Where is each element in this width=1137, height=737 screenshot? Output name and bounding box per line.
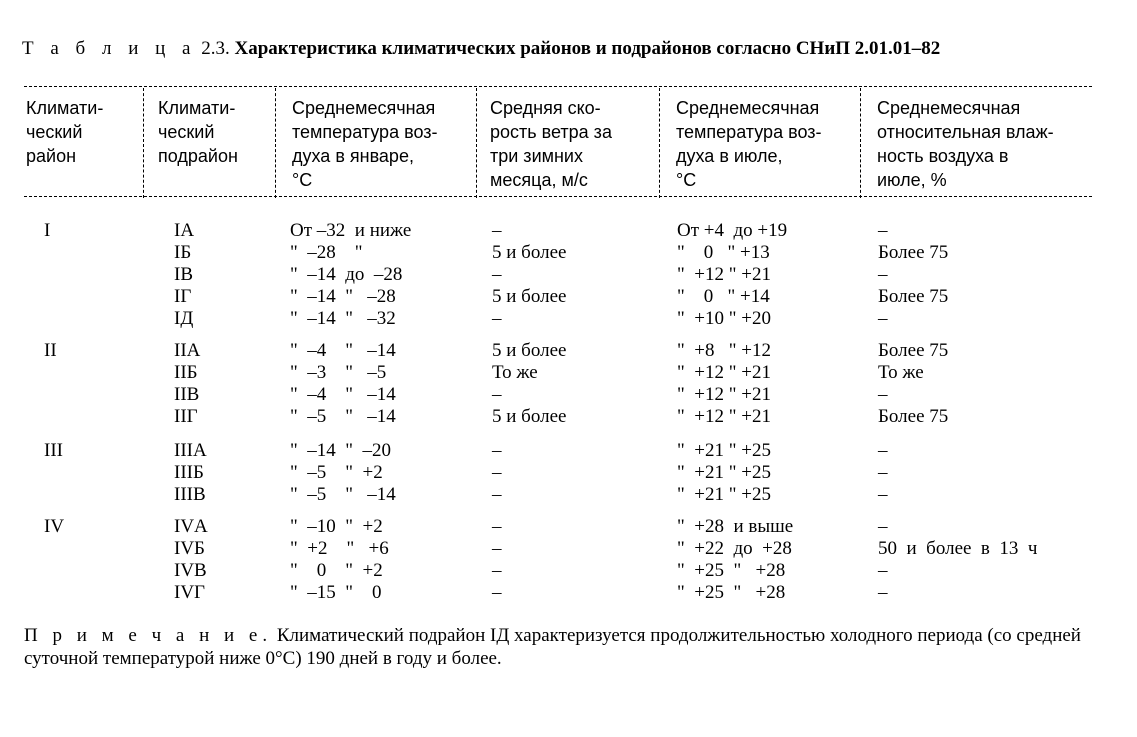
table-note [24, 624, 1094, 670]
subregion-cell: IIIБ [174, 462, 204, 483]
january-temp-cell: " –14 " –28 [290, 286, 396, 307]
july-temp-cell: " +28 и выше [677, 516, 794, 537]
header-july-temp: Среднемесячная температура воз- духа в июле, °С [676, 98, 822, 190]
subregion-cell: IГ [174, 286, 192, 307]
wind-speed-cell: – [492, 462, 502, 483]
january-temp-cell: " –5 " –14 [290, 484, 396, 505]
july-temp-cell: " +25 " +28 [677, 560, 786, 581]
humidity-cell: – [878, 440, 888, 461]
table-number: 2.3. [201, 38, 230, 59]
header-january-temp: Среднемесячная температура воз- духа в январе, °С [292, 98, 438, 190]
subregion-cell: IIГ [174, 406, 198, 427]
january-temp-cell: " –14 до –28 [290, 264, 403, 285]
january-temp-cell: " –15 " 0 [290, 582, 382, 603]
january-temp-cell: " –5 " +2 [290, 462, 383, 483]
january-temp-cell: " –4 " –14 [290, 340, 396, 361]
january-temp-cell: " 0 " +2 [290, 560, 383, 581]
wind-speed-cell: 5 и более [492, 406, 567, 427]
subregion-cell: IVБ [174, 538, 205, 559]
subregion-cell: IIВ [174, 384, 200, 405]
january-temp-cell: " +2 " +6 [290, 538, 389, 559]
january-temp-cell: " –28 " [290, 242, 363, 263]
region-cell: II [44, 340, 57, 361]
humidity-cell: Более 75 [878, 286, 949, 307]
column-divider [275, 88, 276, 198]
january-temp-cell: " –14 " –32 [290, 308, 396, 329]
wind-speed-cell: – [492, 308, 502, 329]
table-label: Т а б л и ц а [22, 38, 197, 59]
july-temp-cell: " 0 " +14 [677, 286, 770, 307]
region-cell: IV [44, 516, 65, 537]
july-temp-cell: " +10 " +20 [677, 308, 771, 329]
column-divider [659, 88, 660, 198]
july-temp-cell: От +4 до +19 [677, 220, 788, 241]
subregion-cell: IВ [174, 264, 193, 285]
july-temp-cell: " +12 " +21 [677, 362, 771, 383]
region-cell: I [44, 220, 51, 241]
humidity-cell: – [878, 484, 888, 505]
header-wind-speed: Средняя ско- рость ветра за три зимних месяца, м/с [490, 98, 612, 190]
wind-speed-cell: – [492, 220, 502, 241]
subregion-cell: IIБ [174, 362, 198, 383]
header-humidity: Среднемесячная относительная влаж- ность воздуха в июле, % [877, 98, 1054, 190]
header-subregion: Климати- ческий подрайон [158, 98, 238, 166]
wind-speed-cell: – [492, 516, 502, 537]
header-region: Климати- ческий район [26, 98, 104, 166]
humidity-cell: То же [878, 362, 924, 383]
column-divider [860, 88, 861, 198]
table-title [22, 38, 940, 60]
humidity-cell: – [878, 220, 888, 241]
humidity-cell: Более 75 [878, 340, 949, 361]
humidity-cell: – [878, 264, 888, 285]
wind-speed-cell: То же [492, 362, 538, 383]
january-temp-cell: " –14 " –20 [290, 440, 392, 461]
column-divider [476, 88, 477, 198]
wind-speed-cell: 5 и более [492, 286, 567, 307]
july-temp-cell: " +21 " +25 [677, 462, 771, 483]
wind-speed-cell: – [492, 484, 502, 505]
july-temp-cell: " +12 " +21 [677, 406, 771, 427]
region-cell: III [44, 440, 63, 461]
subregion-cell: IVВ [174, 560, 207, 581]
humidity-cell: – [878, 308, 888, 329]
subregion-cell: IIIВ [174, 484, 206, 505]
humidity-cell: – [878, 462, 888, 483]
july-temp-cell: " +21 " +25 [677, 484, 771, 505]
humidity-cell: – [878, 582, 888, 603]
wind-speed-cell: – [492, 560, 502, 581]
note-label: П р и м е ч а н и е. [24, 625, 273, 646]
subregion-cell: IVА [174, 516, 208, 537]
humidity-cell: Более 75 [878, 242, 949, 263]
note-text: Климатический подрайон IД характеризуется продолжительностью холодного периода (со средней суточной температурой ниже 0°С) 190 дней в году и более. [24, 625, 1081, 669]
humidity-cell: – [878, 516, 888, 537]
wind-speed-cell: – [492, 538, 502, 559]
subregion-cell: IД [174, 308, 194, 329]
july-temp-cell: " +12 " +21 [677, 264, 771, 285]
subregion-cell: IIА [174, 340, 201, 361]
wind-speed-cell: – [492, 384, 502, 405]
wind-speed-cell: – [492, 582, 502, 603]
july-temp-cell: " 0 " +13 [677, 242, 770, 263]
january-temp-cell: " –5 " –14 [290, 406, 396, 427]
january-temp-cell: " –10 " +2 [290, 516, 383, 537]
subregion-cell: IIIА [174, 440, 207, 461]
header-top-rule [24, 86, 1092, 87]
july-temp-cell: " +12 " +21 [677, 384, 771, 405]
july-temp-cell: " +8 " +12 [677, 340, 771, 361]
july-temp-cell: " +25 " +28 [677, 582, 786, 603]
wind-speed-cell: 5 и более [492, 340, 567, 361]
january-temp-cell: " –3 " –5 [290, 362, 387, 383]
january-temp-cell: " –4 " –14 [290, 384, 396, 405]
january-temp-cell: От –32 и ниже [290, 220, 412, 241]
subregion-cell: IБ [174, 242, 192, 263]
header-bottom-rule [24, 196, 1092, 197]
wind-speed-cell: – [492, 440, 502, 461]
subregion-cell: IА [174, 220, 195, 241]
humidity-cell: – [878, 384, 888, 405]
july-temp-cell: " +22 до +28 [677, 538, 792, 559]
wind-speed-cell: 5 и более [492, 242, 567, 263]
humidity-cell: Более 75 [878, 406, 949, 427]
humidity-cell: – [878, 560, 888, 581]
table-caption: Характеристика климатических районов и подрайонов согласно СНиП 2.01.01–82 [234, 38, 941, 59]
wind-speed-cell: – [492, 264, 502, 285]
july-temp-cell: " +21 " +25 [677, 440, 771, 461]
subregion-cell: IVГ [174, 582, 206, 603]
column-divider [143, 88, 144, 198]
humidity-cell: 50 и более в 13 ч [878, 538, 1038, 559]
